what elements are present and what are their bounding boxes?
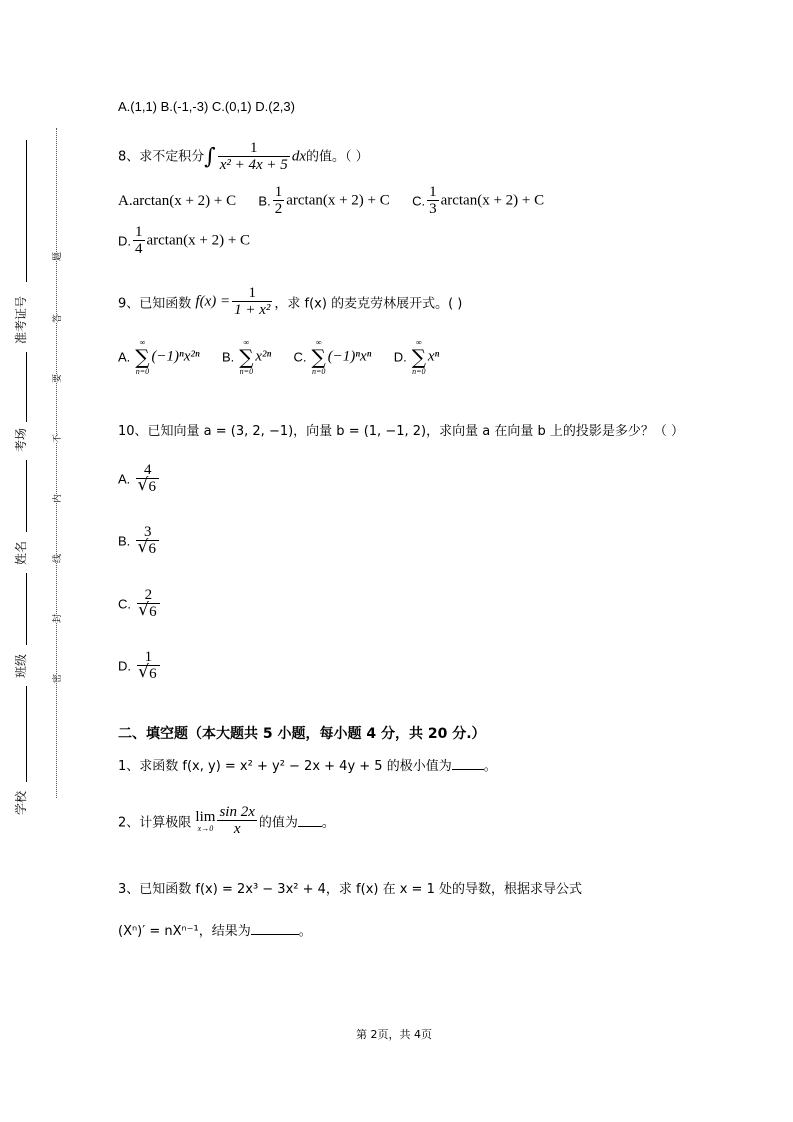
fill-q2-fraction: $\frac{\sin 2x}{x}$ xyxy=(219,804,255,837)
q8-option-c-label: C. xyxy=(412,193,426,209)
q9-option-a-label: A. xyxy=(118,349,131,365)
sigma-symbol: ∞ ∑ n=0 xyxy=(411,338,426,376)
q8-option-d-frac: $\frac{1}{4}$ xyxy=(135,224,143,257)
q9-option-b-term: x²ⁿ xyxy=(255,348,272,365)
seal-char: 要 xyxy=(50,374,63,383)
fill-q1-end: 。 xyxy=(483,759,497,774)
q10-option-label: D. xyxy=(118,658,131,674)
question-8 xyxy=(118,140,369,174)
fill-q1 xyxy=(118,755,497,774)
seal-char: 内 xyxy=(50,494,63,503)
seal-char: 题 xyxy=(50,252,63,261)
answer-blank xyxy=(298,815,322,827)
q10-option-d xyxy=(118,649,162,683)
q9-option-d-label: D. xyxy=(393,349,407,365)
sigma-symbol: ∞ ∑ n=0 xyxy=(239,338,254,376)
fill-q2-end: 。 xyxy=(321,815,335,831)
q9-fx: f(x) = xyxy=(195,293,231,310)
q7-options: A.(1,1) B.(-1,-3) C.(0,1) D.(2,3) xyxy=(118,99,295,114)
q8-option-b-tail: arctan(x + 2) + C xyxy=(286,192,390,209)
field-line-1 xyxy=(26,140,28,282)
answer-blank xyxy=(251,923,299,935)
q8-option-d-label: D. xyxy=(118,233,131,249)
q10-option-frac: 1 √ 6 xyxy=(137,649,160,683)
page-footer: 第 2页，共 4页 xyxy=(356,1028,432,1041)
q10-option-c xyxy=(118,587,162,621)
q8-option-d-tail: arctan(x + 2) + C xyxy=(146,232,251,249)
fill-q2 xyxy=(118,804,335,838)
q8-option-c-frac: $\frac{1}{3}$ xyxy=(429,184,437,217)
q9-option-c-label: C. xyxy=(293,349,307,365)
seal-char: 答 xyxy=(50,314,63,323)
seal-char: 不 xyxy=(50,434,63,443)
answer-blank xyxy=(452,758,484,770)
fill-q2-suffix: 的值为 xyxy=(258,815,298,831)
field-line-4 xyxy=(26,573,28,645)
label-kaochang: 考场 xyxy=(14,427,28,452)
sigma-symbol: ∞ ∑ n=0 xyxy=(135,338,150,376)
question-9 xyxy=(118,285,462,319)
q10-option-b xyxy=(118,524,161,558)
q9-option-a-term: (−1)ⁿx²ⁿ xyxy=(151,348,200,365)
field-line-2 xyxy=(26,352,28,422)
question-10: 10、已知向量 a = (3, 2, −1)，向量 b = (1, −1, 2)，求向量 a 在向量 b 上的投影是多少？（ ） xyxy=(118,424,684,439)
label-xuexiao: 学校 xyxy=(14,790,28,815)
q8-prefix: 8、求不定积分 xyxy=(118,149,205,165)
q10-option-label: A. xyxy=(118,471,131,487)
q8-options-row1 xyxy=(118,184,544,218)
q9-option-b-label: B. xyxy=(221,349,235,365)
q10-option-label: B. xyxy=(118,533,131,549)
fill-q3-line2 xyxy=(118,920,312,939)
q10-option-frac: 4 √ 6 xyxy=(136,462,159,496)
q8-option-b-label: B. xyxy=(258,193,271,209)
label-xingming: 姓名 xyxy=(14,540,28,565)
q9-suffix: ，求 f(x) 的麦克劳林展开式。( ) xyxy=(274,296,463,312)
q8-option-c-tail: arctan(x + 2) + C xyxy=(440,192,545,209)
q8-fraction: $\frac{1}{\text{x² + 4x + 5}}$ xyxy=(219,140,288,173)
fill-q3-end: 。 xyxy=(298,924,312,939)
q9-fraction: $\frac{1}{\text{1 + x²}}$ xyxy=(234,285,271,318)
label-zhunkaozheng: 准考证号 xyxy=(14,295,28,344)
q10-option-a xyxy=(118,462,161,496)
seal-char: 封 xyxy=(50,614,63,623)
q8-options-row2 xyxy=(118,224,250,258)
q10-option-frac: 2 √ 6 xyxy=(137,587,160,621)
q9-option-d-term: xⁿ xyxy=(427,348,440,365)
q8-dx: dx xyxy=(291,148,306,165)
fill-q1-text: 1、求函数 f(x, y) = x² + y² − 2x + 4y + 5 的极小值为 xyxy=(118,759,452,774)
q10-option-label: C. xyxy=(118,596,131,612)
fill-q3-text: (Xⁿ)′ = nXⁿ⁻¹，结果为 xyxy=(118,924,251,939)
q8-suffix: 的值。（ ） xyxy=(305,149,369,165)
section-2-title: 二、填空题（本大题共 5 小题，每小题 4 分，共 20 分.） xyxy=(118,726,486,742)
field-line-5 xyxy=(26,686,28,782)
q9-options xyxy=(118,338,439,376)
limit-symbol: lim x→0 xyxy=(195,809,216,833)
q10-option-frac: 3 √ 6 xyxy=(136,524,159,558)
fill-q3-line1: 3、已知函数 f(x) = 2x³ − 3x² + 4，求 f(x) 在 x = 1 处的导数，根据求导公式 xyxy=(118,882,582,897)
q9-prefix: 9、已知函数 xyxy=(118,296,192,312)
integral-sign: ∫ xyxy=(204,144,216,170)
sigma-symbol: ∞ ∑ n=0 xyxy=(311,338,326,376)
q8-option-a: A.arctan(x + 2) + C xyxy=(118,192,237,209)
seal-char: 密 xyxy=(50,674,63,683)
fill-q2-prefix: 2、计算极限 xyxy=(118,815,192,831)
q9-option-c-term: (−1)ⁿxⁿ xyxy=(327,348,372,365)
field-line-3 xyxy=(26,460,28,532)
q8-option-b-frac: $\frac{1}{2}$ xyxy=(274,184,283,217)
seal-char: 线 xyxy=(50,554,63,563)
seal-dotted-line xyxy=(56,128,58,798)
label-banji: 班级 xyxy=(14,653,28,678)
